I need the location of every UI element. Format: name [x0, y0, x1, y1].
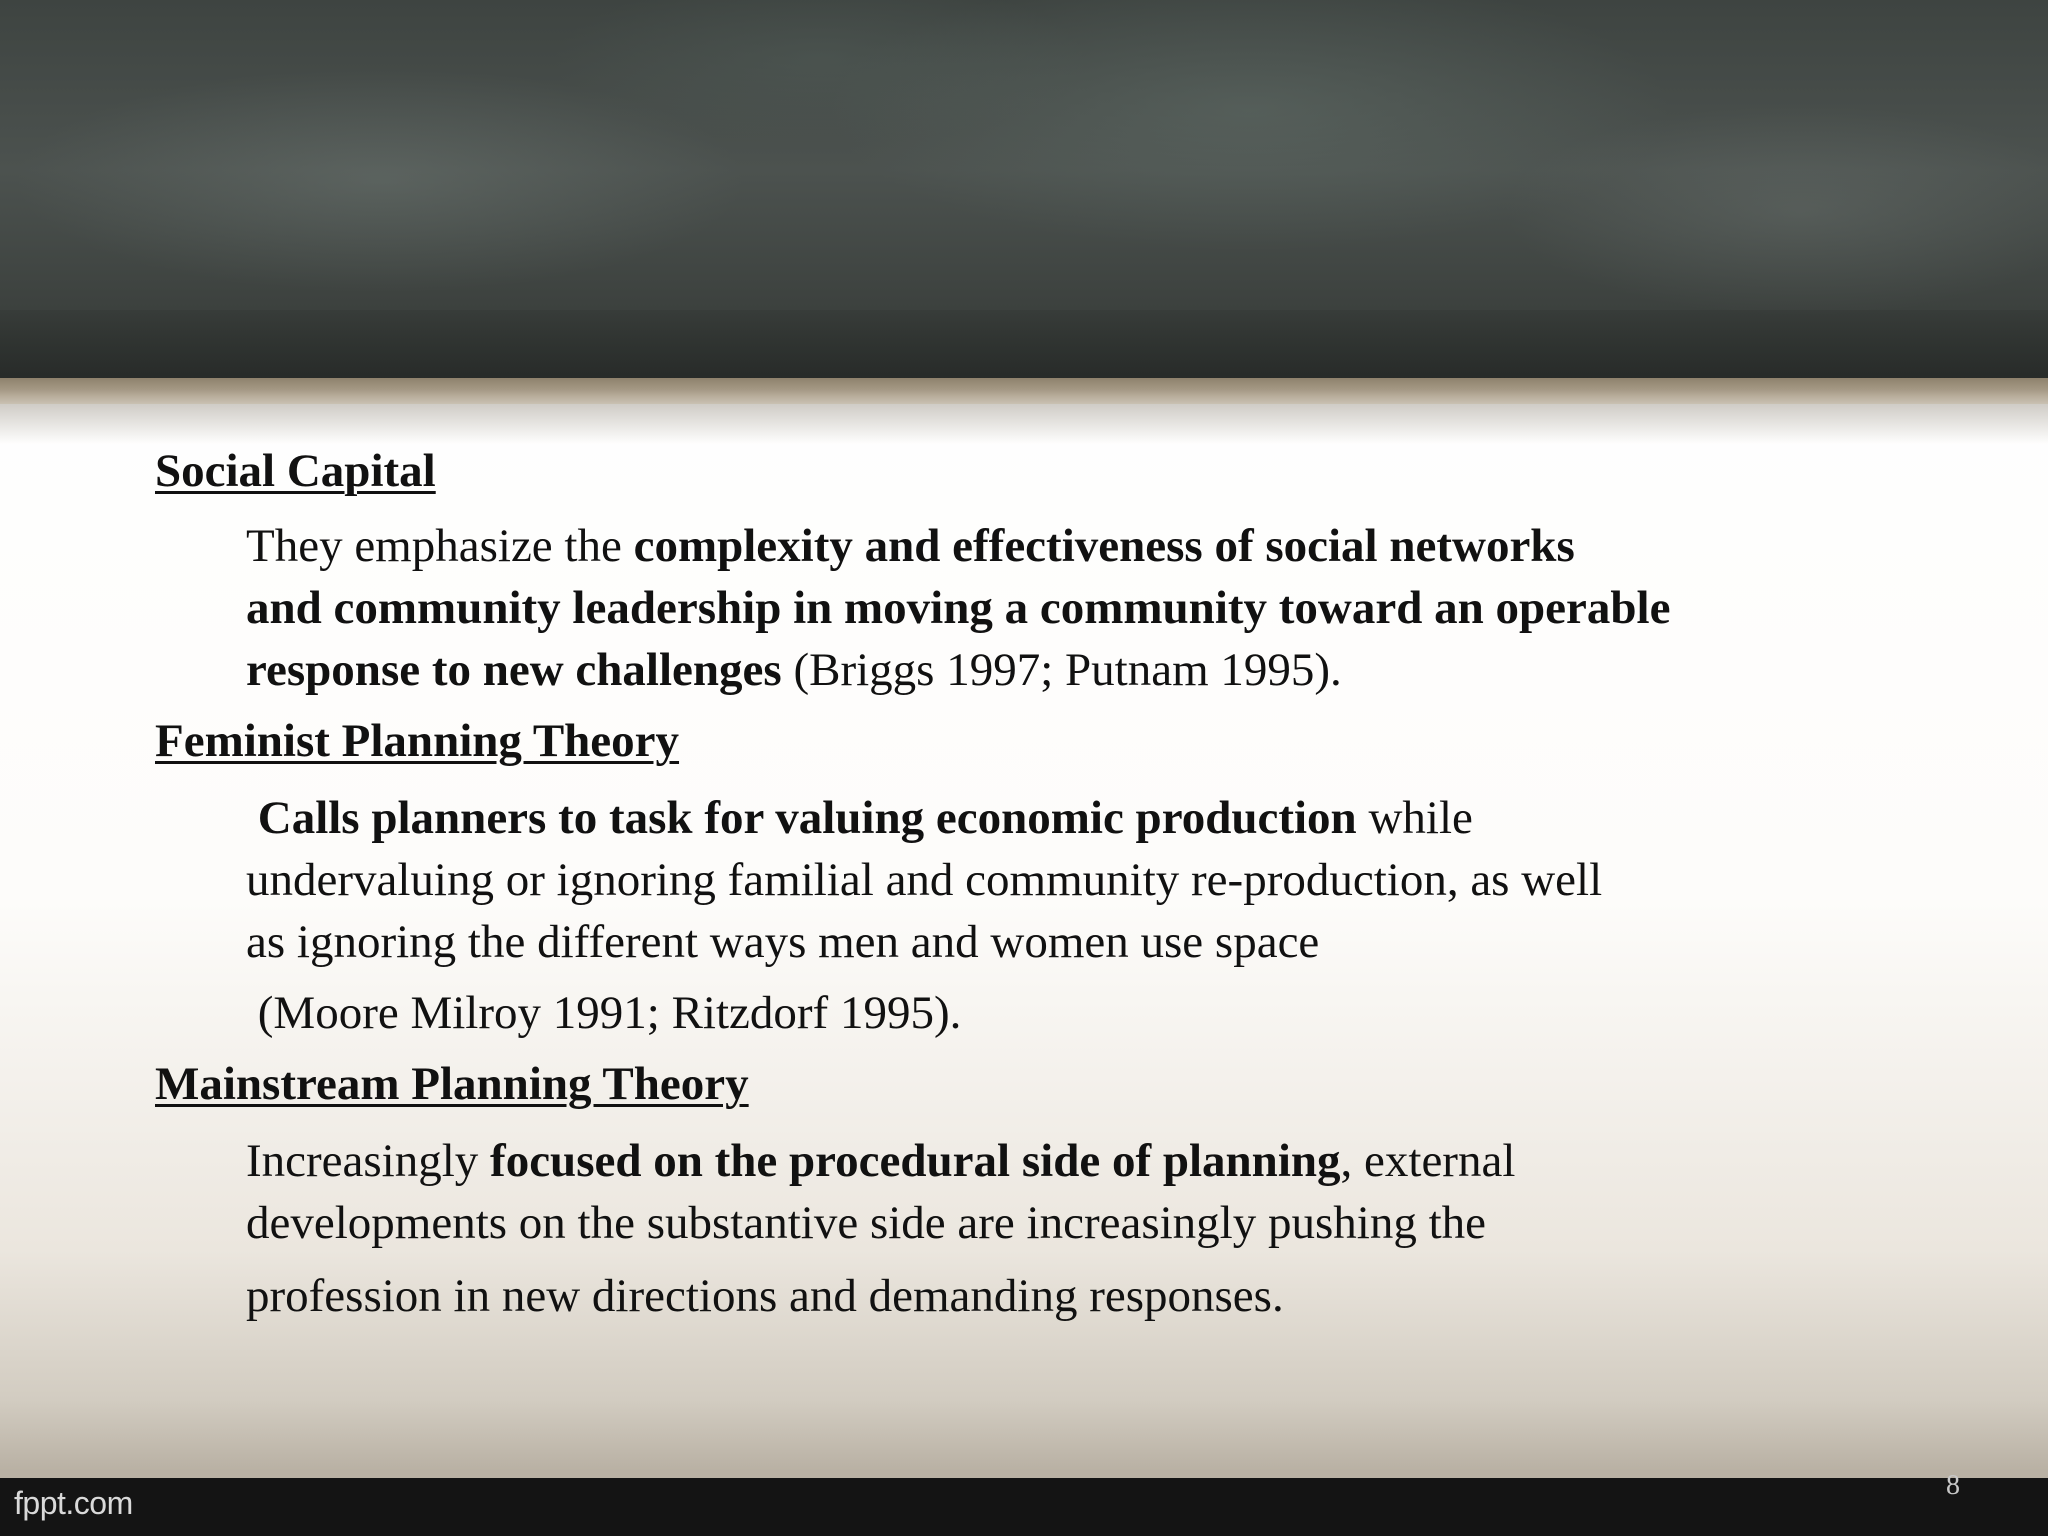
- mainstream-line-2: [246, 1192, 1946, 1254]
- text-bold: and community leadership in moving a community toward an operable: [246, 582, 1671, 634]
- text-normal: , external: [1340, 1135, 1516, 1187]
- feminist-line-3: [246, 911, 1946, 973]
- text-bold: Calls planners to task for valuing economic production: [257, 792, 1357, 844]
- heading-social-capital: Social Capital: [155, 445, 436, 497]
- feminist-line-2: [246, 849, 1946, 911]
- text-normal: undervaluing or ignoring familial and community re-production, as well: [246, 854, 1603, 906]
- social-capital-line-2: [246, 577, 1946, 639]
- text-normal: profession in new directions and demanding responses.: [246, 1270, 1284, 1322]
- mainstream-line-1: [246, 1130, 1946, 1192]
- text-normal: [246, 792, 258, 844]
- social-capital-line-1: [246, 515, 1946, 577]
- text-normal: developments on the substantive side are increasingly pushing the: [246, 1197, 1486, 1249]
- feminist-line-4: [246, 982, 1946, 1044]
- text-normal: (Moore Milroy 1991; Ritzdorf 1995).: [246, 987, 962, 1039]
- text-bold: focused on the procedural side of planning: [490, 1135, 1341, 1187]
- heading-mainstream-planning-theory: Mainstream Planning Theory: [155, 1058, 749, 1110]
- heading-feminist-planning-theory: Feminist Planning Theory: [155, 715, 680, 767]
- mainstream-line-3: [246, 1265, 1946, 1327]
- text-bold: complexity and effectiveness of social networks: [633, 520, 1575, 572]
- text-normal: (Briggs 1997; Putnam 1995).: [781, 644, 1342, 696]
- social-capital-line-3: [246, 639, 1946, 701]
- footer-bar: [0, 1478, 2048, 1536]
- footer-logo: fppt.com: [14, 1485, 133, 1521]
- text-bold: response to new challenges: [246, 644, 782, 696]
- feminist-line-1: [246, 787, 1946, 849]
- text-normal: as ignoring the different ways men and women use space: [246, 916, 1320, 968]
- page-number: 8: [1946, 1470, 1960, 1501]
- text-normal: while: [1356, 792, 1473, 844]
- text-normal: Increasingly: [246, 1135, 491, 1187]
- text-normal: They emphasize the: [246, 520, 634, 572]
